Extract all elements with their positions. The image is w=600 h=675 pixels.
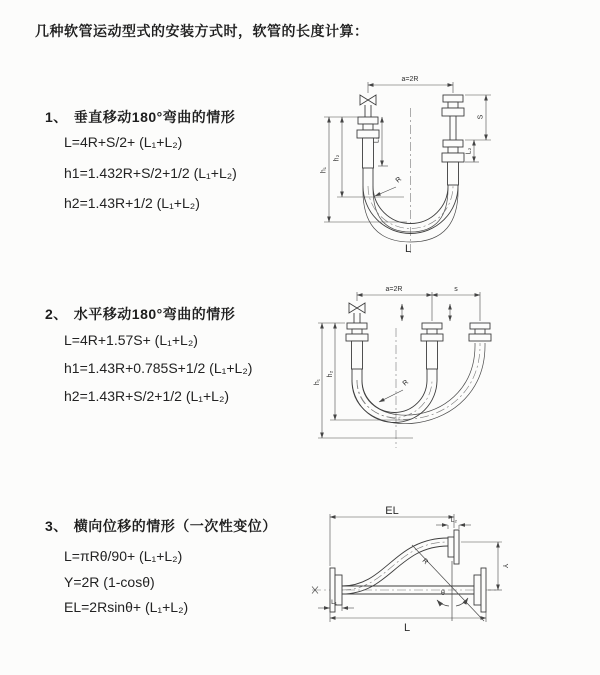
- section-3-number: 3、: [45, 518, 68, 534]
- section-2-heading: [45, 307, 235, 321]
- right-flange: [474, 568, 486, 612]
- dim-label-radius: R: [394, 175, 404, 185]
- formula-3-L: L=πRθ/90+ (L₁+L₂): [64, 548, 183, 564]
- dim-label-h1: h₁: [320, 166, 328, 174]
- formula-2-h2: h2=1.43R+S/2+1/2 (L₁+L₂): [64, 388, 230, 404]
- dim-label-radius: R: [401, 378, 411, 388]
- dim-label-span: a=2R: [401, 76, 419, 83]
- dim-label-span: a=2R: [385, 286, 403, 293]
- left-fitting: [357, 105, 379, 168]
- braided-hose-section: [427, 341, 438, 369]
- formula-2-h1: h1=1.43R+0.785S+1/2 (L₁+L₂): [64, 360, 253, 376]
- dim-label-length: L: [405, 243, 412, 255]
- dim-label-l2: L₂: [450, 517, 458, 524]
- section-3-title: 横向位移的情形（一次性变位）: [73, 518, 277, 534]
- dim-label-y: Y: [501, 563, 508, 569]
- dim-label-h2: h₂: [327, 370, 334, 378]
- diagram-lateral-displacement: [298, 503, 600, 655]
- dim-label-theta: θ: [441, 590, 445, 597]
- dim-label-length: L: [404, 622, 411, 634]
- page-title: 几种软管运动型式的安装方式时，软管的长度计算：: [35, 23, 369, 39]
- dim-label-el: EL: [385, 505, 399, 517]
- hose-u-bend-moved: [352, 343, 485, 424]
- braided-hose-section: [363, 138, 374, 168]
- dim-label-stroke: S: [477, 114, 485, 120]
- right-fitting: [469, 323, 491, 341]
- section-1-heading: [45, 110, 235, 124]
- top-flange: [448, 530, 459, 564]
- left-fitting: [346, 323, 368, 369]
- formula-3-Y: Y=2R (1-cosθ): [64, 574, 155, 590]
- formula-1-h1: h1=1.432R+S/2+1/2 (L₁+L₂): [64, 165, 237, 181]
- diagram-horizontal-180-bend: [308, 280, 598, 458]
- dim-label-l1: L₁: [331, 599, 337, 606]
- dim-label-shift: s: [454, 286, 458, 293]
- dim-label-fitting-right: L₂: [465, 147, 473, 155]
- braided-hose-section: [352, 341, 363, 369]
- dimension-lines: [318, 292, 480, 438]
- section-1-number: 1、: [45, 109, 68, 125]
- section-3-heading: [45, 519, 277, 533]
- section-2-number: 2、: [45, 306, 68, 322]
- dim-label-fitting-left: L₁: [373, 136, 381, 144]
- valve-icon: [349, 303, 365, 323]
- middle-fitting: [421, 323, 443, 369]
- section-1-title: 垂直移动180°弯曲的情形: [73, 109, 236, 125]
- formula-1-L: L=4R+S/2+ (L₁+L₂): [64, 134, 183, 150]
- formula-3-EL: EL=2Rsinθ+ (L₁+L₂): [64, 599, 189, 615]
- dim-label-radius: R: [420, 557, 430, 567]
- valve-icon: [360, 95, 376, 105]
- dim-label-h1: h₁: [314, 378, 321, 386]
- dim-label-h2: h₂: [333, 154, 341, 162]
- right-fitting-upper: [442, 95, 464, 140]
- section-2-title: 水平移动180°弯曲的情形: [73, 306, 236, 322]
- braided-hose-section: [448, 162, 459, 185]
- dimension-lines: [318, 514, 502, 622]
- diagram-vertical-180-bend: [312, 70, 597, 265]
- right-fitting-lower: [442, 140, 464, 185]
- formula-1-h2: h2=1.43R+1/2 (L₁+L₂): [64, 195, 200, 211]
- formula-2-L: L=4R+1.57S+ (L₁+L₂): [64, 332, 198, 348]
